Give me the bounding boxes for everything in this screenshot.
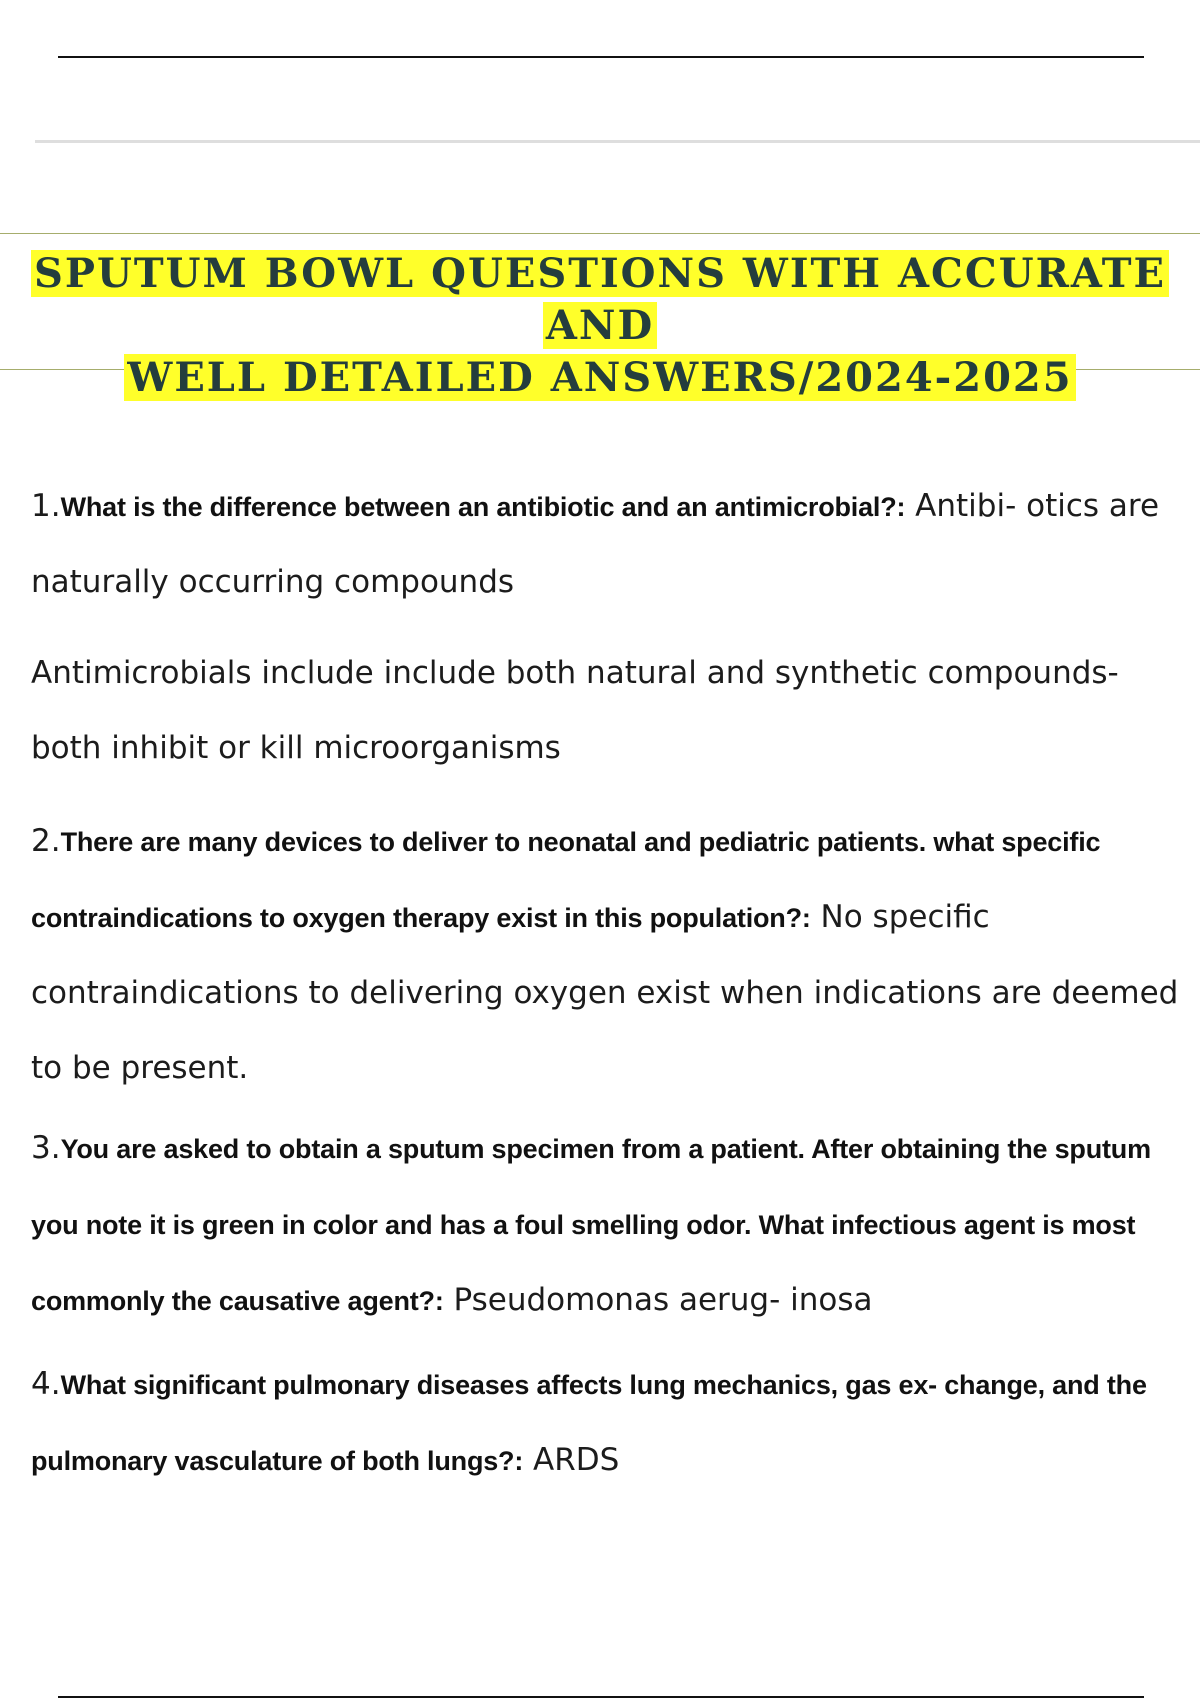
document-title (0, 248, 1200, 404)
answer-text: Pseudomonas aerug- inosa (453, 1282, 873, 1318)
qa-item-3 (31, 1111, 1199, 1339)
question-text: What significant pulmonary diseases affects lung mechanics, gas ex- change, and the pulmonary vasculature of both lungs?: (31, 1370, 1147, 1476)
bottom-rule (58, 1696, 1144, 1698)
qa-item-2 (31, 804, 1199, 1106)
title-line-2: WELL DETAILED ANSWERS/2024-2025 (124, 354, 1075, 401)
top-rule (58, 56, 1144, 58)
qa-item-4 (31, 1347, 1199, 1499)
qa-item-1-extra: Antimicrobials include include both natural and synthetic compounds- both inhibit or kill microorganisms (31, 655, 1119, 766)
question-text: There are many devices to deliver to neonatal and pediatric patients. what specific contraindications to oxygen therapy exist in this population?: (31, 827, 1101, 933)
qa-item-1 (31, 469, 1199, 620)
answer-text: Antibi- otics are naturally occurring compounds (31, 488, 1160, 600)
item-number: 1. (31, 488, 61, 524)
question-text: You are asked to obtain a sputum specimen from a patient. After obtaining the sputum you note it is green in color and has a foul smelling odor. What infectious agent is most commonly the causative agent?: (31, 1134, 1151, 1316)
item-number: 3. (31, 1130, 61, 1166)
item-number: 2. (31, 823, 61, 859)
answer-text: ARDS (533, 1442, 620, 1478)
item-number: 4. (31, 1366, 61, 1402)
question-text: What is the difference between an antibiotic and an antimicrobial?: (60, 492, 906, 522)
title-line-1: SPUTUM BOWL QUESTIONS WITH ACCURATE AND (31, 250, 1169, 349)
answer-text: No specific contraindications to delivering oxygen exist when indications are deemed to be present. (31, 899, 1179, 1086)
header-divider (35, 140, 1200, 143)
